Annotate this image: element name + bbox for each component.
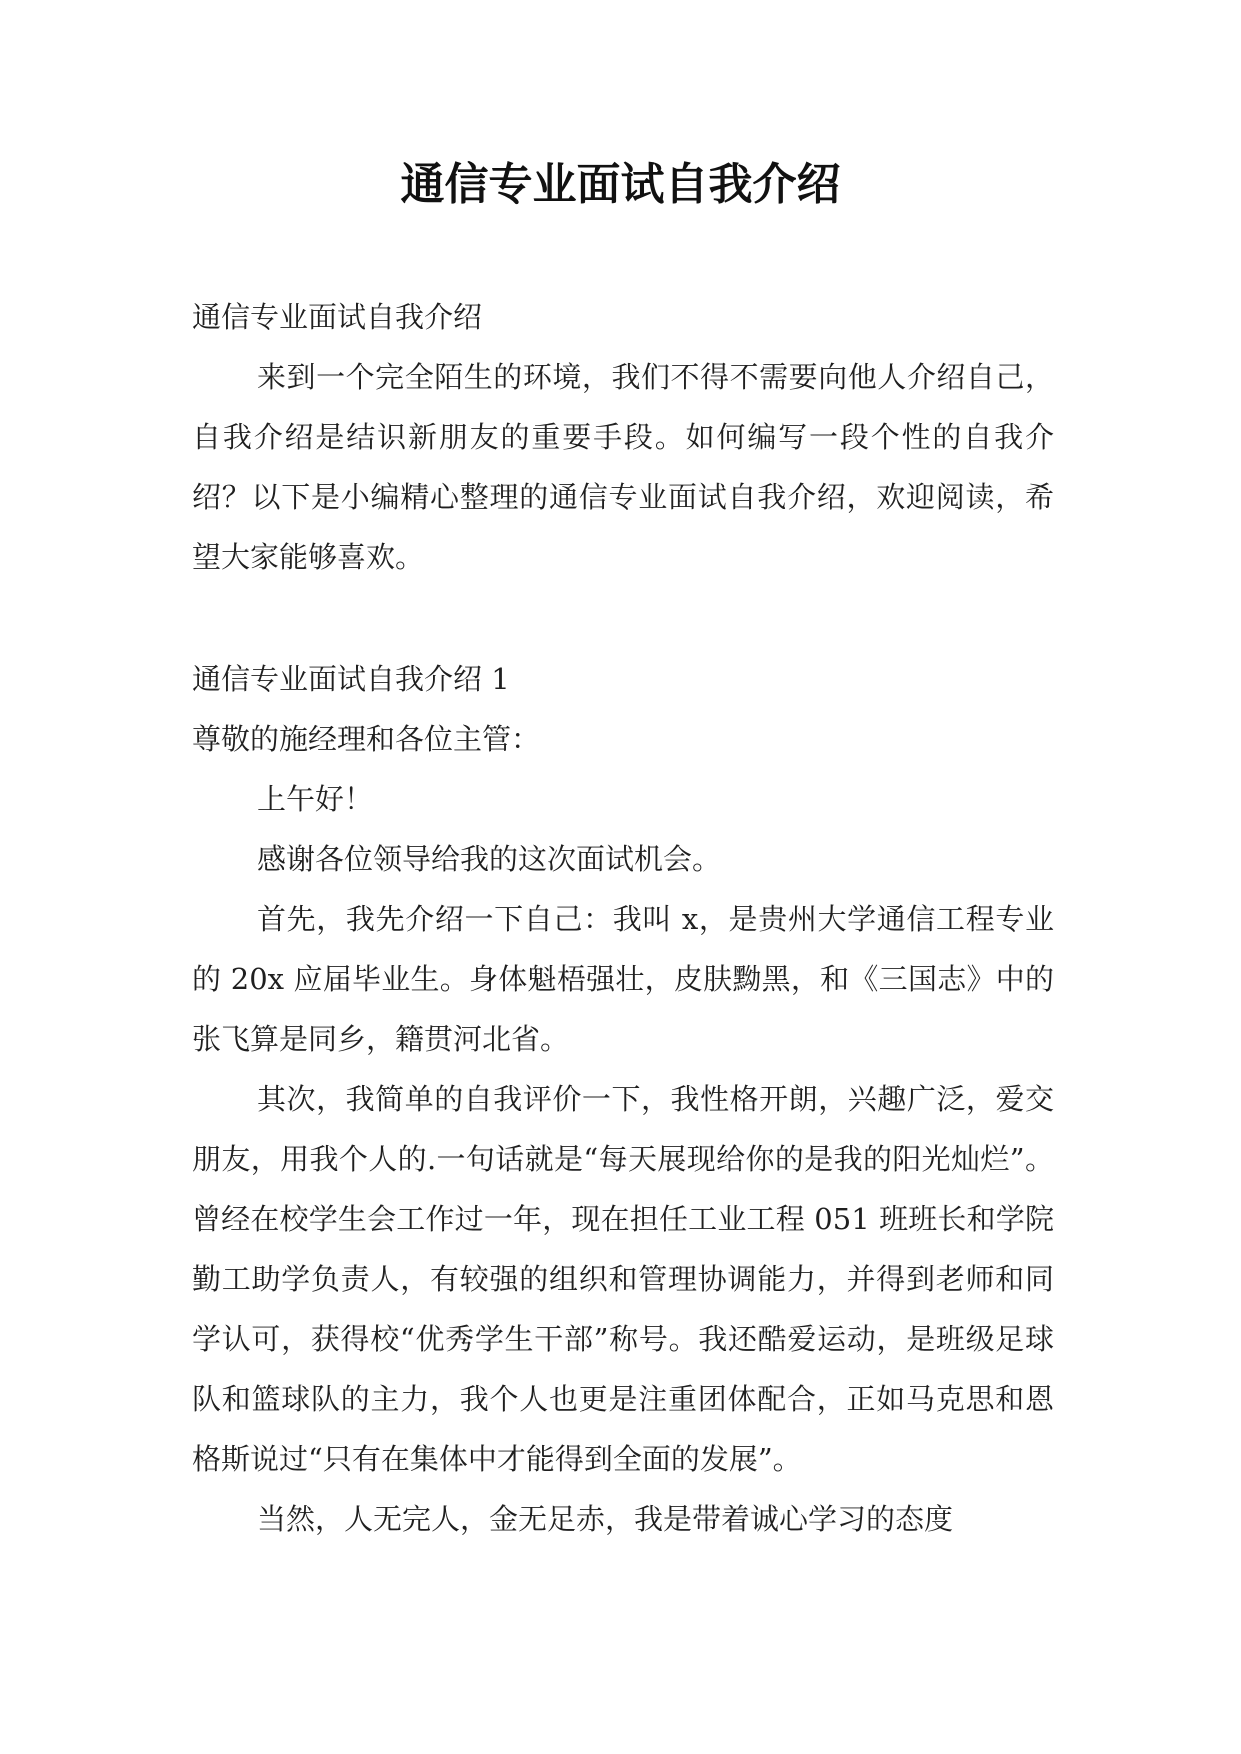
greeting-line: 上午好！ <box>257 782 374 816</box>
thanks-paragraph: 感谢各位领导给我的这次面试机会。 <box>257 842 722 876</box>
second-paragraph: 其次，我简单的自我评价一下，我性格开朗，兴趣广泛，爱交朋友，用我个人的.一句话就是“每天展现给你的是我的阳光灿烂”。曾经在校学生会工作过一年，现在担任工业工程 051 班班长和学院勤工助学负责人，有较强的组织和管理协调能力，并得到老师和同学认可，获得校“优秀学生干部”称号。我还酷爱运动，是班级足球队和篮球队的主力，我个人也更是注重团体配合，正如马克思和恩格斯说过“只有在集体中才能得到全面的发展”。 <box>192 1082 1054 1476</box>
intro-paragraph: 来到一个完全陌生的环境，我们不得不需要向他人介绍自己，自我介绍是结识新朋友的重要手段。如何编写一段个性的自我介绍？以下是小编精心整理的通信专业面试自我介绍，欢迎阅读，希望大家能够喜欢。 <box>192 360 1054 574</box>
document-title: 通信专业面试自我介绍 <box>400 159 841 210</box>
third-paragraph: 当然，人无完人，金无足赤，我是带着诚心学习的态度 <box>257 1502 954 1536</box>
section-spacer <box>192 587 1054 649</box>
subtitle-line: 通信专业面试自我介绍 <box>192 300 483 334</box>
section-heading: 通信专业面试自我介绍 1 <box>192 662 510 696</box>
document-body <box>192 287 1054 1549</box>
salutation-line: 尊敬的施经理和各位主管： <box>192 722 541 756</box>
first-paragraph: 首先，我先介绍一下自己：我叫 x，是贵州大学通信工程专业的 20x 应届毕业生。身体魁梧强壮，皮肤黝黑，和《三国志》中的张飞算是同乡，籍贯河北省。 <box>192 902 1054 1056</box>
